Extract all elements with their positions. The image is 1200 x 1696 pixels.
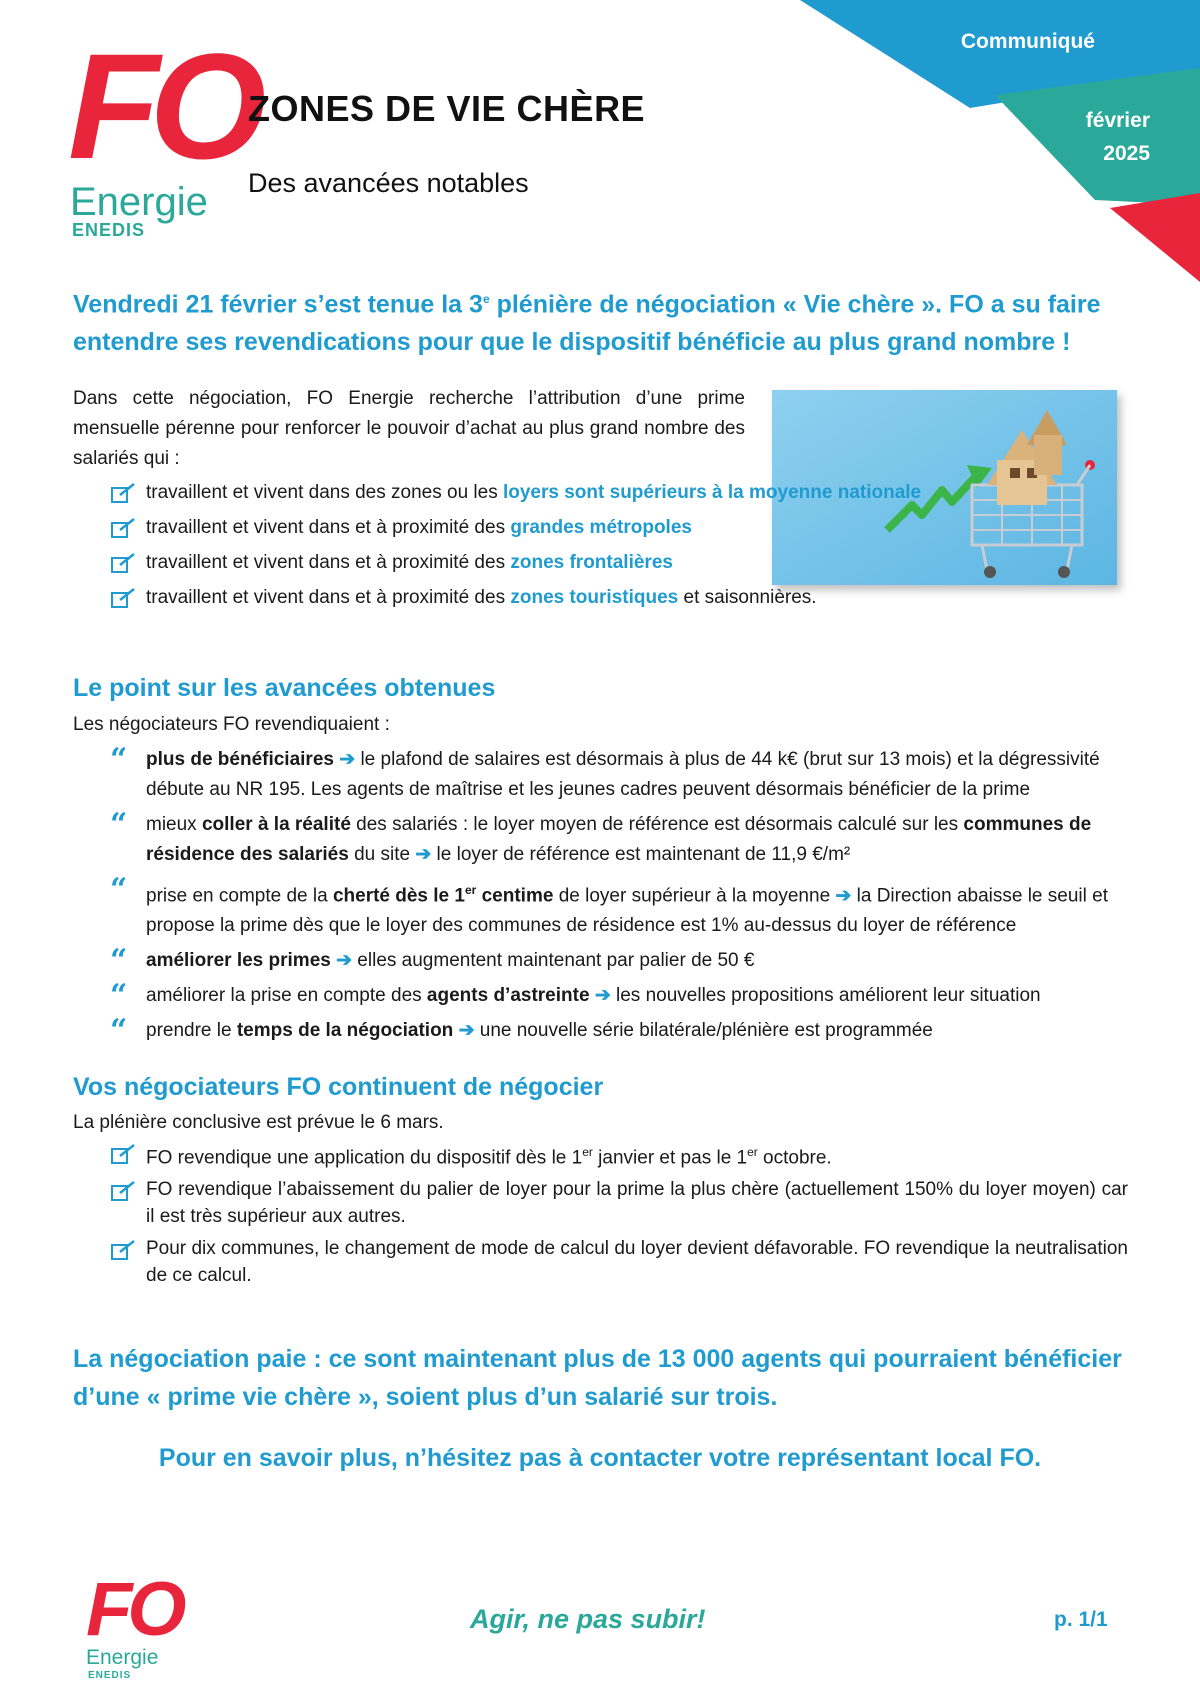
- item-bold: agents d’astreinte: [426, 985, 590, 1007]
- item-bold: améliorer les primes: [146, 950, 331, 972]
- quote-icon: “: [110, 872, 128, 907]
- intro-paragraph: Dans cette négociation, FO Energie recherche l’attribution d’une prime mensuelle pérenne pour renforcer le pouvoir d’achat au plus grand nombre des salariés qui :: [73, 388, 745, 469]
- criteria-list: [110, 478, 1110, 618]
- arrow-icon: ➔: [415, 844, 432, 865]
- footer-logo-energie: Energie: [86, 1646, 159, 1669]
- logo-fo: FO: [68, 22, 257, 190]
- item-bold: temps de la négociation: [236, 1020, 454, 1042]
- criteria-highlight: zones frontalières: [510, 552, 673, 573]
- item-text: octobre.: [757, 1147, 832, 1169]
- item-text: du site: [348, 844, 416, 865]
- item-bold: coller à la réalité: [201, 814, 351, 835]
- item-text: améliorer la prise en compte des: [146, 985, 427, 1007]
- quote-icon: “: [110, 742, 128, 777]
- criteria-text: travaillent et vivent dans et à proximité des: [146, 517, 511, 538]
- item-text: la Direction abaisse le seuil et propose la prime dès que le loyer des communes de résidence est 1% au-dessus du loyer de référence: [146, 885, 1108, 937]
- item-text: prendre le: [146, 1020, 237, 1042]
- arrow-icon: ➔: [835, 885, 852, 907]
- item-text: FO revendique l’abaissement du palier de loyer pour la prime la plus chère (actuellement 150% du loyer moyen) car il est très supérieur aux autres.: [146, 1179, 1128, 1228]
- item-bold: cherté dès le 1: [332, 885, 465, 907]
- list-item: [110, 513, 1110, 543]
- pencil-note-icon: [110, 482, 136, 504]
- list-item: [110, 1139, 1128, 1171]
- quote-icon: “: [110, 943, 128, 979]
- pencil-note-icon: [110, 587, 136, 609]
- item-text: mieux: [146, 814, 202, 835]
- logo-energie: Energie: [70, 180, 208, 224]
- arrow-icon: ➔: [458, 1020, 475, 1042]
- item-text: de loyer supérieur à la moyenne: [553, 885, 836, 907]
- footer-logo-fo: FO: [86, 1567, 182, 1652]
- item-text: le loyer de référence est maintenant de 11,9 €/m²: [431, 844, 851, 865]
- item-bold: plus de bénéficiaires: [146, 749, 334, 770]
- criteria-text: travaillent et vivent dans et à proximité des: [146, 552, 511, 573]
- footer-logo-enedis: ENEDIS: [88, 1670, 132, 1681]
- date-label: [1010, 104, 1150, 170]
- section-intro-negociation: La plénière conclusive est prévue le 6 mars.: [73, 1112, 444, 1133]
- quote-icon: “: [110, 807, 128, 842]
- item-text: les nouvelles propositions améliorent leur situation: [610, 985, 1041, 1007]
- logo-enedis: ENEDIS: [72, 220, 146, 240]
- list-item: [110, 978, 1128, 1014]
- pencil-note-icon: [110, 552, 136, 574]
- item-text: FO revendique une application du dispositif dès le 1: [146, 1147, 583, 1169]
- arrow-icon: ➔: [336, 950, 353, 972]
- item-bold: centime: [476, 885, 554, 907]
- item-text: des salariés : le loyer moyen de référence est désormais calculé sur les: [350, 814, 964, 835]
- item-text: une nouvelle série bilatérale/plénière est programmée: [474, 1020, 933, 1042]
- fo-energie-logo: [68, 22, 257, 240]
- avancees-list: [110, 742, 1128, 1051]
- criteria-highlight: zones touristiques: [510, 587, 679, 608]
- date-year: 2025: [1103, 142, 1150, 165]
- communique-label: Communiqué: [960, 30, 1095, 53]
- pencil-note-icon: [110, 1143, 136, 1165]
- list-item: [110, 548, 1110, 578]
- lead-sup: e: [482, 292, 490, 306]
- arrow-icon: ➔: [339, 749, 356, 770]
- criteria-text: travaillent et vivent dans des zones ou les: [146, 482, 503, 503]
- item-sup: er: [747, 1145, 758, 1159]
- criteria-text: travaillent et vivent dans et à proximité des: [146, 587, 511, 608]
- section-heading-negociation: Vos négociateurs FO continuent de négocier: [73, 1073, 604, 1101]
- page-title: ZONES DE VIE CHÈRE: [248, 88, 646, 129]
- item-bold: communes de résidence des salariés: [146, 814, 1092, 865]
- page-subtitle: Des avancées notables: [248, 168, 529, 198]
- conclusion-paragraph: La négociation paie : ce sont maintenant plus de 13 000 agents qui pourraient bénéficier d’une « prime vie chère », soient plus d’un salarié sur trois.: [73, 1345, 1122, 1411]
- quote-icon: “: [110, 1013, 128, 1049]
- revendications-list: [110, 1139, 1128, 1294]
- item-text: Pour dix communes, le changement de mode de calcul du loyer devient défavorable. FO revendique la neutralisation de ce calcul.: [146, 1238, 1128, 1287]
- arrow-icon: ➔: [594, 985, 611, 1007]
- item-sup: er: [582, 1145, 593, 1159]
- list-item: [110, 1176, 1128, 1230]
- pencil-note-icon: [110, 517, 136, 539]
- list-item: [110, 943, 1128, 979]
- pencil-note-icon: [110, 1180, 136, 1202]
- date-month: février: [1085, 109, 1150, 132]
- quote-icon: “: [110, 978, 128, 1014]
- list-item: [110, 478, 1110, 508]
- section-intro-avancees: Les négociateurs FO revendiquaient :: [73, 714, 390, 735]
- lead-text-1: Vendredi 21 février s’est tenue la 3: [73, 290, 483, 319]
- criteria-text-post: et saisonnières.: [678, 587, 817, 608]
- list-item: [110, 583, 1110, 613]
- section-heading-avancees: Le point sur les avancées obtenues: [73, 674, 496, 702]
- list-item: [110, 1235, 1128, 1289]
- footer-slogan: Agir, ne pas subir!: [470, 1604, 706, 1634]
- contact-line: Pour en savoir plus, n’hésitez pas à contacter votre représentant local FO.: [158, 1444, 1042, 1472]
- list-item: [110, 1013, 1128, 1049]
- item-text: elles augmentent maintenant par palier de 50 €: [352, 950, 755, 972]
- page-number: p. 1/1: [1054, 1608, 1108, 1631]
- lead-text-2: plénière de négociation « Vie chère ». FO a su faire entendre ses revendications pour que le dispositif bénéficie au plus grand nombre !: [73, 290, 1101, 357]
- footer-logo: [86, 1567, 182, 1686]
- pencil-note-icon: [110, 1239, 136, 1261]
- list-item: [110, 807, 1128, 870]
- lead-paragraph: [73, 280, 1133, 361]
- criteria-highlight: grandes métropoles: [510, 517, 692, 538]
- list-item: [110, 872, 1128, 941]
- criteria-highlight: loyers sont supérieurs à la moyenne nationale: [502, 482, 922, 503]
- item-text: le plafond de salaires est désormais à plus de 44 k€ (brut sur 13 mois) et la dégressivité débute au NR 195. Les agents de maîtrise et les jeunes cadres peuvent désormais bénéficier de la prime: [146, 749, 1100, 800]
- list-item: [110, 742, 1128, 805]
- item-text: prise en compte de la: [146, 885, 333, 907]
- item-text: janvier et pas le 1: [592, 1147, 748, 1169]
- item-sup: er: [464, 883, 477, 897]
